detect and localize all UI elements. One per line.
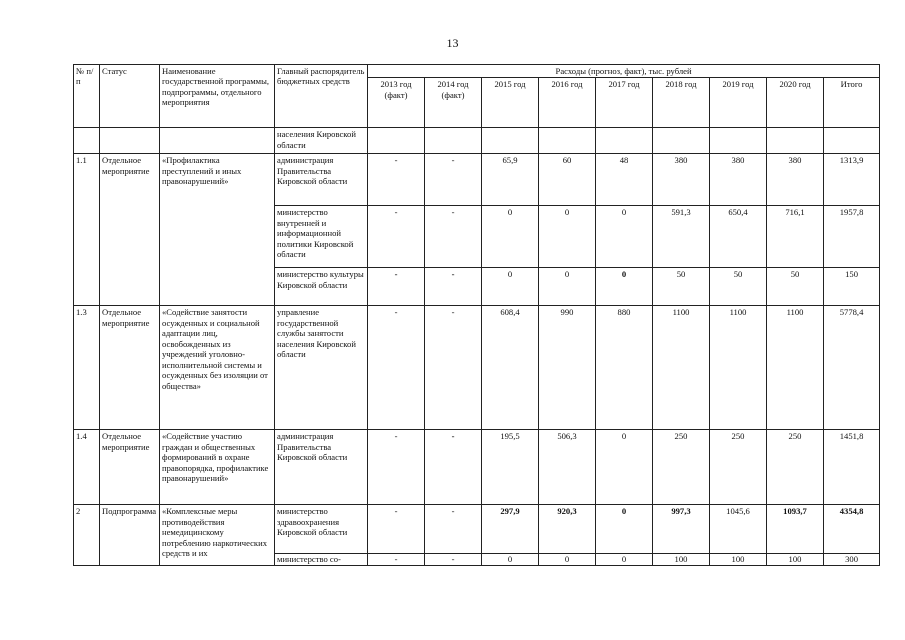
header-name: Наименование государственной программы, подпрограммы, отдельного мероприятия [160,65,275,128]
cell-2013: - [368,430,425,505]
cell-2014: - [425,206,482,268]
cell-2017: 880 [596,306,653,430]
row-name [160,128,275,154]
cell-2020: 250 [767,430,824,505]
cell-2016: 506,3 [539,430,596,505]
row-manager: управление государственной службы занятости населения Кировской области [275,306,368,430]
cell-2014: - [425,505,482,554]
row-manager: министерство здравоохранения Кировской области [275,505,368,554]
cell-2017: 48 [596,154,653,206]
table-row [74,505,880,554]
cell-2015: 297,9 [482,505,539,554]
cell-2014 [425,128,482,154]
cell-2019: 1045,6 [710,505,767,554]
cell-2019: 250 [710,430,767,505]
cell-2013: - [368,306,425,430]
cell-2020: 1093,7 [767,505,824,554]
row-name: «Профилактика преступлений и иных правонарушений» [160,154,275,306]
cell-2015: 0 [482,206,539,268]
cell-2017: 0 [596,206,653,268]
row-status: Отдельное мероприятие [100,154,160,306]
cell-2016: 920,3 [539,505,596,554]
row-name: «Содействие участию граждан и общественных формирований в охране правопорядка, профилактике правонарушений» [160,430,275,505]
header-num: № п/п [74,65,100,128]
cell-2018: 591,3 [653,206,710,268]
cell-2017: 0 [596,505,653,554]
header-row-top [74,65,880,78]
cell-2014: - [425,430,482,505]
cell-2013: - [368,154,425,206]
header-manager: Главный распорядитель бюджетных средств [275,65,368,128]
cell-2016 [539,128,596,154]
header-year-2013: 2013 год (факт) [368,78,425,128]
cell-2016: 0 [539,554,596,566]
header-total: Итого [824,78,880,128]
cell-2016: 0 [539,206,596,268]
cell-2016: 0 [539,268,596,306]
row-name: «Комплексные меры противодействия немедицинскому потреблению наркотических средств и их [160,505,275,566]
cell-2017: 0 [596,268,653,306]
row-num: 2 [74,505,100,566]
cell-total: 1451,8 [824,430,880,505]
cell-total: 1957,8 [824,206,880,268]
table-row [74,430,880,505]
cell-total: 4354,8 [824,505,880,554]
cell-2018: 50 [653,268,710,306]
cell-2013: - [368,554,425,566]
cell-2014: - [425,268,482,306]
cell-2014: - [425,306,482,430]
table-row [74,128,880,154]
row-manager: администрация Правительства Кировской области [275,154,368,206]
row-manager: министерство со- [275,554,368,566]
cell-2013: - [368,206,425,268]
row-num: 1.1 [74,154,100,306]
header-year-2017: 2017 год [596,78,653,128]
page-number: 13 [446,36,459,50]
cell-total: 1313,9 [824,154,880,206]
header-year-2016: 2016 год [539,78,596,128]
cell-total: 300 [824,554,880,566]
cell-total: 5778,4 [824,306,880,430]
cell-2015: 0 [482,554,539,566]
cell-2015: 0 [482,268,539,306]
cell-2018: 380 [653,154,710,206]
row-status: Подпрограмма [100,505,160,566]
row-manager: населения Кировской области [275,128,368,154]
cell-2013: - [368,505,425,554]
cell-2017: 0 [596,430,653,505]
table-row [74,154,880,206]
row-status: Отдельное мероприятие [100,430,160,505]
row-name: «Содействие занятости осужденных и социальной адаптации лиц, освобожденных из учреждений уголовно-исполнительной системы и осужденных без изоляции от общества» [160,306,275,430]
row-manager: администрация Правительства Кировской области [275,430,368,505]
row-status [100,128,160,154]
cell-2019: 1100 [710,306,767,430]
header-expenses: Расходы (прогноз, факт), тыс. рублей [368,65,880,78]
cell-2020: 380 [767,154,824,206]
header-status: Статус [100,65,160,128]
cell-2019: 650,4 [710,206,767,268]
cell-2018: 997,3 [653,505,710,554]
cell-2020: 50 [767,268,824,306]
header-year-2019: 2019 год [710,78,767,128]
cell-2015: 195,5 [482,430,539,505]
cell-2019 [710,128,767,154]
cell-2018: 1100 [653,306,710,430]
cell-total [824,128,880,154]
row-manager: министерство культуры Кировской области [275,268,368,306]
cell-2015 [482,128,539,154]
cell-2013 [368,128,425,154]
cell-2013: - [368,268,425,306]
row-manager: министерство внутренней и информационной политики Кировской области [275,206,368,268]
budget-table [73,64,880,566]
header-year-2020: 2020 год [767,78,824,128]
row-num: 1.4 [74,430,100,505]
cell-2016: 60 [539,154,596,206]
cell-2020 [767,128,824,154]
cell-2019: 100 [710,554,767,566]
cell-2014: - [425,154,482,206]
cell-2014: - [425,554,482,566]
cell-2015: 65,9 [482,154,539,206]
cell-2020: 100 [767,554,824,566]
cell-2017 [596,128,653,154]
row-num [74,128,100,154]
cell-2020: 716,1 [767,206,824,268]
row-status: Отдельное мероприятие [100,306,160,430]
header-year-2018: 2018 год [653,78,710,128]
cell-2015: 608,4 [482,306,539,430]
cell-2019: 50 [710,268,767,306]
cell-2019: 380 [710,154,767,206]
cell-2018: 250 [653,430,710,505]
cell-2018 [653,128,710,154]
cell-2020: 1100 [767,306,824,430]
table-row [74,306,880,430]
cell-2018: 100 [653,554,710,566]
header-year-2014: 2014 год (факт) [425,78,482,128]
cell-2016: 990 [539,306,596,430]
row-num: 1.3 [74,306,100,430]
header-year-2015: 2015 год [482,78,539,128]
cell-total: 150 [824,268,880,306]
cell-2017: 0 [596,554,653,566]
